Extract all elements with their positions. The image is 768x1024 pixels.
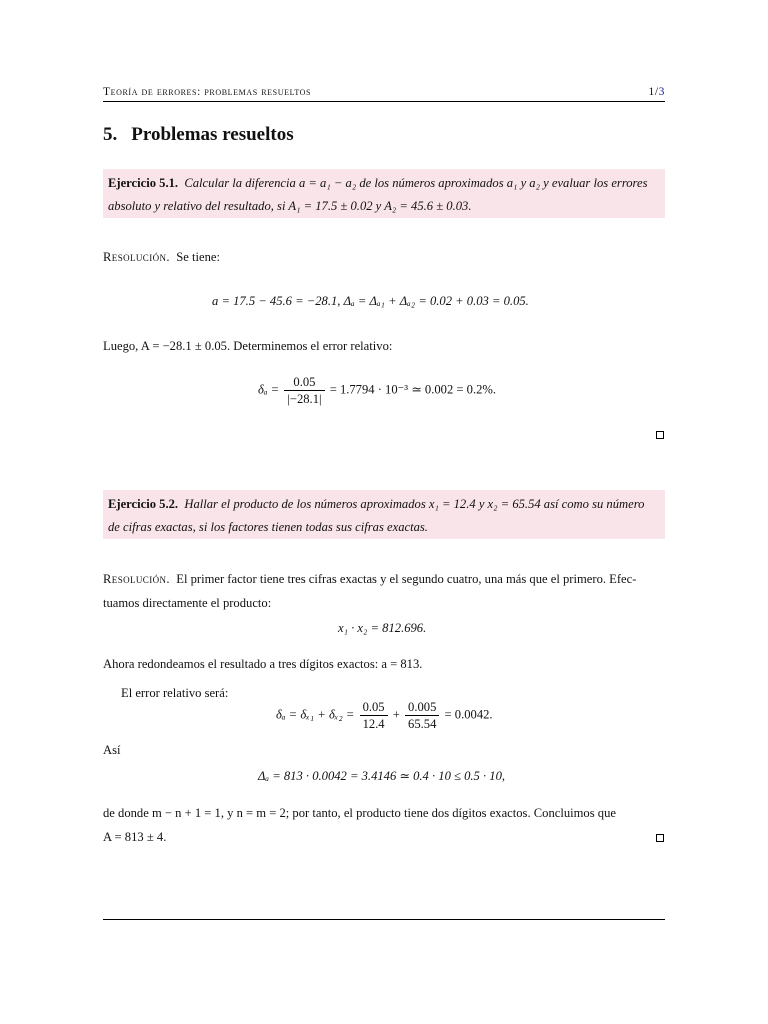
eq3-rhs: = 0.0042. [444,707,493,722]
resolution-1-text: Se tiene: [176,250,220,264]
exercise-box-2 [103,490,665,539]
eq2-lhs: δₐ = [258,382,280,397]
exercise-1-text-1: Calcular la diferencia a = a₁ − a₂ de los números aproximados a₁ y a₂ y evaluar los errores [184,176,648,190]
eq3-f2-denominator: 65.54 [408,717,437,731]
section-number: 5. [103,124,118,145]
equation-relative-error-1 [258,374,496,407]
resolution-2-text-2: tuamos directamente el producto: [103,596,272,610]
resolution-2-line-1 [103,572,665,587]
exercise-2-label: Ejercicio 5.2. [108,497,179,511]
page-number [648,86,665,98]
running-header [103,86,665,102]
eq3-lhs: δₐ = δₓ₁ + δₓ₂ = [276,707,355,722]
eq3-fraction-2 [405,699,439,732]
resolution-2-conclusion-2: A = 813 ± 4. [103,830,167,844]
resolution-2-asi: Así [103,743,121,757]
qed-square-icon [656,431,664,439]
page-total-link[interactable]: 3 [658,86,665,98]
exercise-box-1 [103,169,665,218]
equation-absolute-error: Δₐ = 813 · 0.0042 = 3.4146 ≃ 0.4 · 10 ≤ 0.5 · 10, [258,769,506,783]
resolution-1-label: Resolución. [103,250,170,264]
resolution-2-label: Resolución. [103,572,170,586]
eq2-denominator: |−28.1| [287,392,322,406]
eq3-fraction-1 [360,699,388,732]
header-title: Teoría de errores: problemas resueltos [103,86,312,98]
resolution-2-error-rel: El error relativo será: [121,686,229,700]
exercise-2-text-2: de cifras exactas, si los factores tienen todas sus cifras exactas. [108,520,428,534]
qed-square-icon [656,834,664,842]
exercise-1-label: Ejercicio 5.1. [108,176,179,190]
exercise-1-text-2: absoluto y relativo del resultado, si A₁ = 17.5 ± 0.02 y A₂ = 45.6 ± 0.03. [108,199,472,213]
equation-product: x₁ · x₂ = 812.696. [338,621,427,635]
resolution-2-redondeo: Ahora redondeamos el resultado a tres dígitos exactos: a = 813. [103,657,423,671]
eq2-rhs: = 1.7794 · 10⁻³ ≃ 0.002 = 0.2%. [329,382,497,397]
eq3-f2-numerator: 0.005 [405,699,439,716]
equation-relative-error-2 [276,699,493,732]
resolution-2-conclusion-1: de donde m − n + 1 = 1, y n = m = 2; por tanto, el producto tiene dos dígitos exactos. Concluimos que [103,806,616,820]
eq3-plus: + [392,707,400,722]
resolution-2-text-1: El primer factor tiene tres cifras exactas y el segundo cuatro, una más que el primero. Efec- [176,572,637,586]
equation-difference: a = 17.5 − 45.6 = −28.1, Δₐ = Δₐ₁ + Δₐ₂ = 0.02 + 0.03 = 0.05. [212,294,529,308]
resolution-1-intro [103,250,220,265]
eq2-fraction [284,374,324,407]
eq2-numerator: 0.05 [284,374,324,391]
exercise-2-text-1: Hallar el producto de los números aproximados x₁ = 12.4 y x₂ = 65.54 así como su número [184,497,645,511]
exercise-2-line-1 [108,497,644,512]
exercise-1-line-1 [108,176,647,191]
footer-rule [103,919,665,920]
eq3-f1-numerator: 0.05 [360,699,388,716]
resolution-1-luego: Luego, A = −28.1 ± 0.05. Determinemos el error relativo: [103,339,393,353]
eq3-f1-denominator: 12.4 [362,717,385,731]
section-heading [103,124,294,146]
page-current: 1/ [648,86,659,98]
header-rule [103,101,665,102]
section-title: Problemas resueltos [131,124,294,145]
